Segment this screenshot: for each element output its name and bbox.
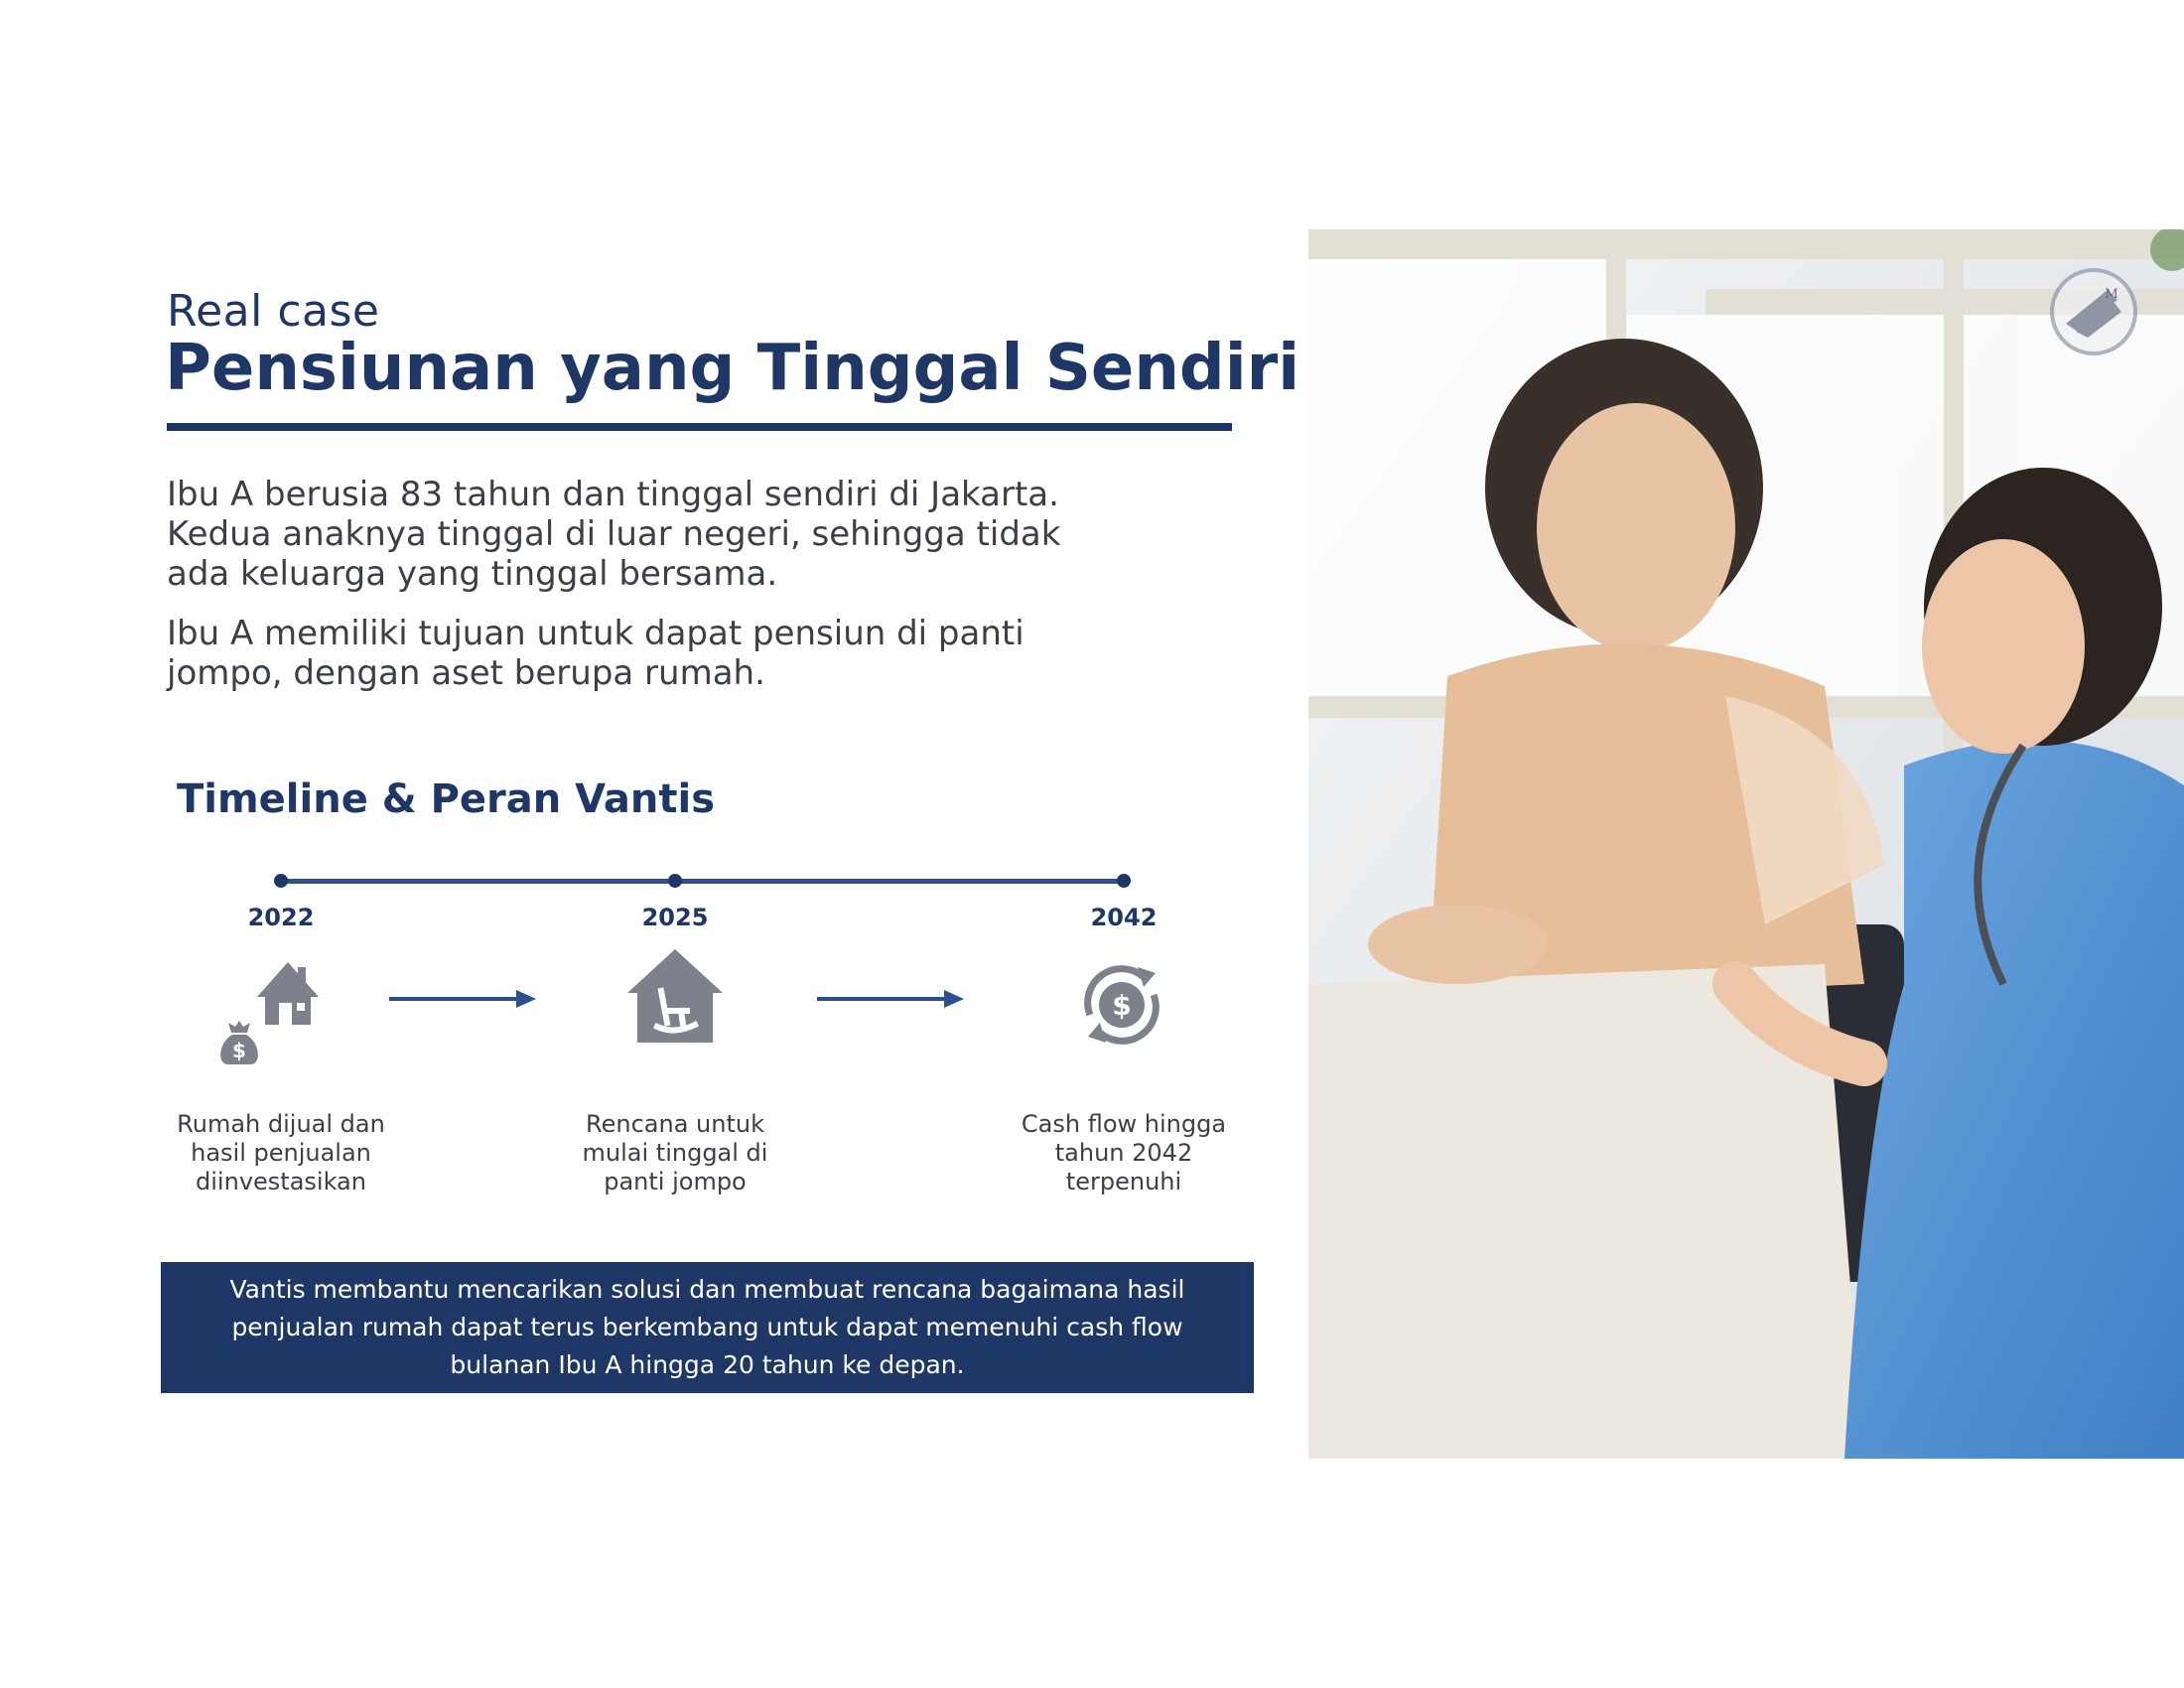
step-caption	[546, 1110, 804, 1196]
step-caption	[995, 1110, 1253, 1196]
summary-banner-line: bulanan Ibu A hingga 20 tahun ke depan.	[450, 1350, 965, 1379]
step-caption-line: terpenuhi	[1065, 1168, 1182, 1196]
timeline-year: 2025	[641, 904, 709, 931]
step-caption-line: panti jompo	[604, 1168, 747, 1196]
intro-paragraph-1-line: Kedua anaknya tinggal di luar negeri, sehingga tidak	[167, 514, 1061, 554]
step-caption	[152, 1110, 410, 1196]
timeline-dot	[274, 874, 288, 888]
arrow-right-icon	[817, 989, 966, 1013]
svg-text:$: $	[1112, 989, 1132, 1022]
summary-banner-line: penjualan rumah dapat terus berkembang untuk dapat memenuhi cash flow	[231, 1313, 1183, 1341]
step-caption-line: tahun 2042	[1054, 1139, 1193, 1167]
timeline-dot	[668, 874, 682, 888]
timeline-year: 2042	[1090, 904, 1158, 931]
timeline-year: 2022	[247, 904, 315, 931]
page-title: Pensiunan yang Tinggal Sendiri	[165, 332, 1300, 405]
summary-banner-line: Vantis membantu mencarikan solusi dan membuat rencana bagaimana hasil	[229, 1275, 1185, 1304]
step-caption-line: Rumah dijual dan	[177, 1110, 385, 1138]
photo-elderly-woman-with-nurse	[1308, 229, 2184, 1459]
step-caption-line: mulai tinggal di	[582, 1139, 768, 1167]
step-caption-line: Cash flow hingga	[1021, 1110, 1227, 1138]
intro-paragraph-2-line: jompo, dengan aset berupa rumah.	[167, 653, 765, 693]
nursing-home-icon	[623, 945, 727, 1053]
step-caption-line: diinvestasikan	[196, 1168, 366, 1196]
company-logo-icon	[2048, 266, 2139, 361]
intro-paragraph-1-line: Ibu A berusia 83 tahun dan tinggal sendiri di Jakarta.	[167, 475, 1059, 514]
cash-flow-icon	[1072, 955, 1171, 1058]
intro-paragraph-1	[167, 475, 1239, 594]
svg-text:M: M	[2105, 287, 2118, 302]
timeline-heading: Timeline & Peran Vantis	[177, 776, 716, 822]
summary-banner	[161, 1262, 1254, 1393]
intro-paragraph-1-line: ada keluarga yang tinggal bersama.	[167, 554, 778, 594]
svg-text:$: $	[232, 1039, 246, 1062]
intro-paragraph-2-line: Ibu A memiliki tujuan untuk dapat pensiun di panti	[167, 614, 1024, 653]
timeline-line	[280, 879, 1124, 884]
step-caption-line: Rencana untuk	[586, 1110, 764, 1138]
intro-paragraph-2	[167, 614, 1239, 693]
arrow-right-icon	[389, 989, 538, 1013]
subtitle: Real case	[167, 286, 380, 337]
house-money-bag-icon	[216, 957, 332, 1076]
timeline-dot	[1117, 874, 1131, 888]
step-caption-line: hasil penjualan	[191, 1139, 371, 1167]
title-divider	[167, 423, 1232, 431]
